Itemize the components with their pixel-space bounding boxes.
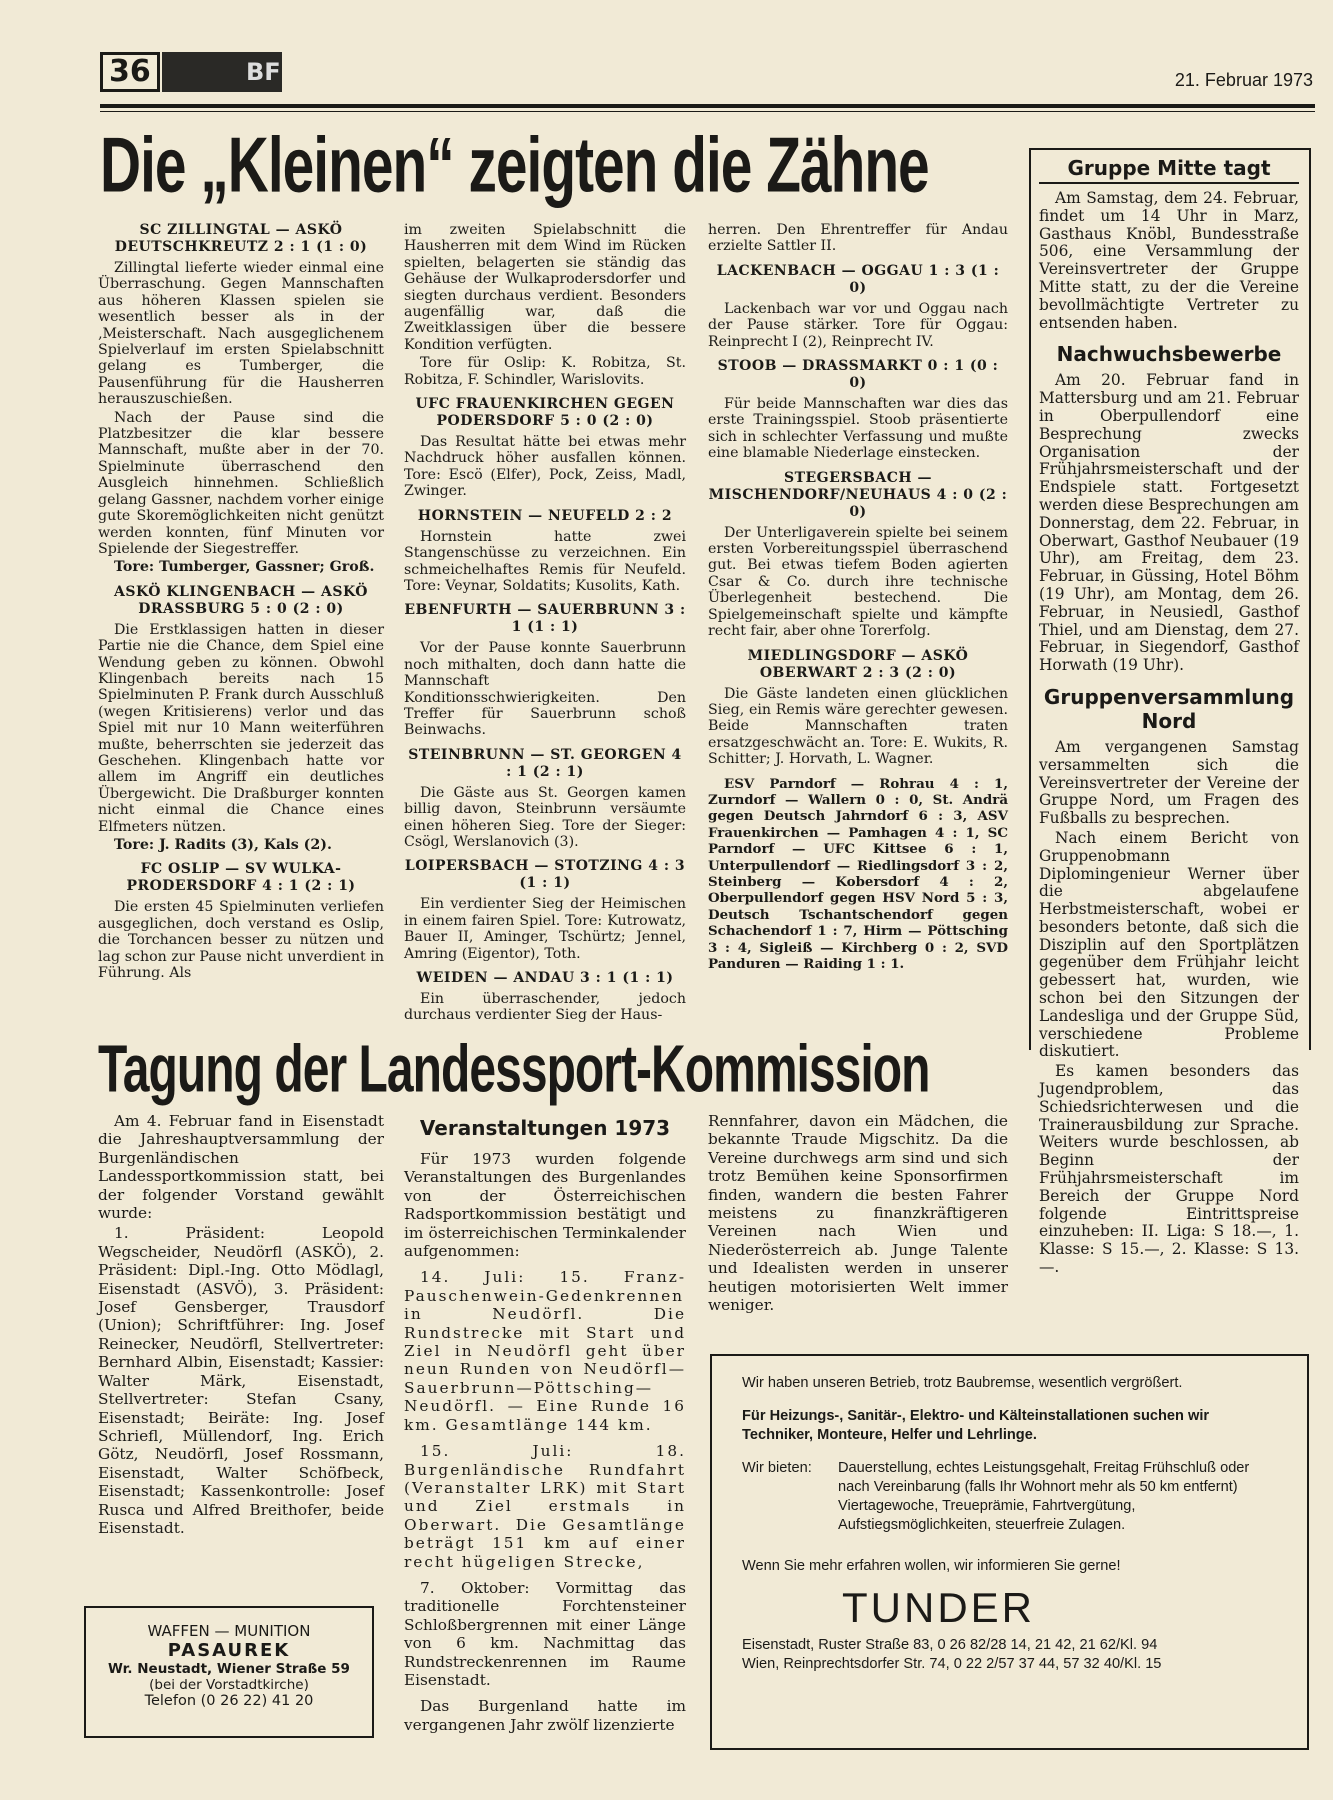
paragraph: Nach der Pause sind die Platzbesitzer die klar bessere Mannschaft, mußte aber in der 70. Spielminute überraschend den Ausgleich hinnehmen. Schließlich gelang Gassner, nachdem vorher einige gute Skoremöglichkeiten nicht genützt werden konnten, fünf Minuten vor Spielende der Siegestreffer.	[98, 409, 384, 557]
goals-line: Tore: J. Radits (3), Kals (2).	[114, 837, 332, 853]
paragraph: Für 1973 wurden folgende Veranstaltungen des Burgenlandes von der Österreichischen Radsportkommission bestätigt und im österreichischen Terminkalender aufgenommen:	[404, 1150, 686, 1261]
paragraph: Ein verdienter Sieg der Heimischen in einem fairen Spiel. Tore: Kutrowatz, Bauer II, Aminger, Tschürtz; Jennel, Amring (Eigentor), Toth.	[404, 896, 686, 962]
sidebar-box	[1029, 148, 1311, 1277]
paragraph: Die ersten 45 Spielminuten verliefen ausgeglichen, doch verstand es Oslip, die Torchancen besser zu nützen und lag schon zur Pause nicht unverdient in Führung. Als	[98, 899, 384, 982]
ad-tunder	[710, 1354, 1309, 1750]
paragraph: Am vergangenen Samstag versammelten sich die Vereinsvertreter der Vereine der Gruppe Nord, um Fragen des Fußballs zu besprechen.	[1039, 737, 1299, 828]
sidebar-heading: Gruppe Mitte tagt	[1067, 156, 1271, 180]
article-column-1	[98, 222, 384, 983]
match-heading: FC OSLIP — SV WULKA-PRODERSDORF 4 : 1 (2 : 1)	[126, 861, 356, 895]
results-list: ESV Parndorf — Rohrau 4 : 1, Zurndorf — Wallern 0 : 0, St. Andrä gegen Deutsch Jahrndorf 6 : 3, ASV Frauenkirchen — Pamhagen 4 : 1, SC Parndorf — UFC Kittsee 6 : 1, Unterpullendorf — Riedlingsdorf 3 : 2, Steinberg — Kobersdorf 4 : 2, Oberpullendorf gegen HSV Nord 5 : 3, Deutsch Tschantschendorf gegen Schachendorf 1 : 7, Hirm — Pöttsching 3 : 4, Sigleiß — Kirchberg 0 : 2, SVD Panduren — Raiding 1 : 1.	[708, 775, 1008, 972]
paragraph: Tore für Oslip: K. Robitza, St. Robitza, F. Schindler, Warislovits.	[404, 355, 686, 388]
paragraph: Die Erstklassigen hatten in dieser Partie nie die Chance, dem Spiel eine Wendung geben zu können. Obwohl Klingenbach bereits nach 15 Spielminuten P. Frank durch Ausschluß (wegen Kritisierens) verlor und das Spiel mit nur 10 Mann weiterführen mußte, beherrschten sie jederzeit das Geschehen. Klingenbach hatte vor allem im Angriff ein deutliches Übergewicht. Die Draßburger konnten nicht einmal die Chance eines Elfmeters nützen.	[98, 621, 384, 835]
paragraph: Am 4. Februar fand in Eisenstadt die Jahreshauptversammlung der Burgenländischen Landessportkommission statt, bei der folgender Vorstand gewählt wurde:	[98, 1112, 384, 1223]
headline-tagung: Tagung der Landessport-Kommission	[98, 1031, 930, 1107]
paragraph: 7. Oktober: Vormittag das traditionelle Forchtensteiner Schloßbergrennen mit einer Länge von 6 km. Nachmittag das Rundstreckenrennen im Raume Eisenstadt.	[404, 1578, 686, 1689]
match-heading: MIEDLINGSDORF — ASKÖ OBERWART 2 : 3 (2 : 0)	[747, 647, 969, 681]
goals-line: Tore: Tumberger, Gassner; Groß.	[114, 559, 375, 576]
match-heading: HORNSTEIN — NEUFELD 2 : 2	[417, 507, 673, 524]
page-number: 36	[100, 52, 160, 92]
article-veranstaltungen	[404, 1112, 686, 1736]
paragraph: Am 20. Februar fand in Mattersburg und am 21. Februar in Oberpullendorf eine Besprechung zwecks Organisation der Frühjahrsmeisterschaft und der Endspiele statt. Fortgesetzt werden diese Besprechungen am Donnerstag, dem 22. Februar, in Oberwart, Gasthof Neubauer (19 Uhr), am Freitag, dem 23. Februar, in Güssing, Hotel Böhm (19 Uhr), am Montag, dem 26. Februar, in Neusiedl, Gasthof Thiel, und am Dienstag, dem 27. Februar, in Siegendorf, Gasthof Horwath (19 Uhr).	[1039, 371, 1299, 675]
paragraph: im zweiten Spielabschnitt die Hausherren mit dem Wind im Rücken spielten, belagerten sie ständig das Gehäuse der Wulkaprodersdorfer und siegten durchaus verdient. Besonders augenfällig war, daß die Zweitklassigen über die bessere Kondition verfügten.	[404, 222, 686, 353]
match-heading: STEGERSBACH — MISCHENDORF/NEUHAUS 4 : 0 (2 : 0)	[708, 469, 1008, 520]
match-heading: SC ZILLINGTAL — ASKÖ DEUTSCHKREUTZ 2 : 1 (1 : 0)	[114, 222, 368, 255]
paragraph: Lackenbach war vor und Oggau nach der Pause stärker. Tore für Oggau: Reinprecht I (2), Reinprecht IV.	[708, 300, 1008, 350]
match-heading: WEIDEN — ANDAU 3 : 1 (1 : 1)	[416, 970, 674, 986]
ad-line: Wir bieten:	[742, 1460, 812, 1476]
sidebar-heading: Gruppenversammlung Nord	[1043, 684, 1295, 733]
paragraph: Die Gäste landeten einen glücklichen Sieg, ein Remis wäre gerechter gewesen. Beide Mannschaften traten ersatzgeschwächt an. Tore: E. Wukits, R. Schitter; J. Horvath, L. Wagner.	[708, 685, 1008, 768]
paragraph: Nach einem Bericht von Gruppenobmann Diplomingenieur Werner über die abgelaufene Herbstmeisterschaft, wobei er besonders betonte, daß sich die Disziplin auf den Sportplätzen gegenüber dem Frühjahr leicht gebessert hat, wurden, wie schon bei den Sitzungen der Landesliga und der Gruppe Süd, verschiedene Probleme diskutiert.	[1039, 828, 1299, 1061]
ad-line: Für Heizungs-, Sanitär-, Elektro- und Kälteinstallationen suchen wir Techniker, Monteure, Helfer und Lehrlinge.	[742, 1408, 1210, 1443]
ad-brand: PASAUREK	[167, 1640, 291, 1661]
ad-line: Wr. Neustadt, Wiener Straße 59	[108, 1661, 350, 1677]
issue-date: 21. Februar 1973	[1174, 70, 1313, 90]
paragraph: herren. Den Ehrentreffer für Andau erzielte Sattler II.	[708, 222, 1008, 255]
ad-line: (bei der Vorstadtkirche)	[149, 1677, 309, 1693]
match-heading: EBENFURTH — SAUERBRUNN 3 : 1 (1 : 1)	[404, 602, 686, 636]
paragraph: Der Unterligaverein spielte bei seinem ersten Vorbereitungsspiel überraschend gut. Bei etwas tiefem Boden agierten Csar & Co. durch ihre technische Überlegenheit bestechend. Die Spielgemeinschaft spielte und kämpfte recht fair, aber ohne Torerfolg.	[708, 524, 1008, 640]
ad-line: Dauerstellung, echtes Leistungsgehalt, Freitag Frühschluß oder nach Vereinbarung (falls Ihr Wohnort mehr als 50 km entfernt) Viertagewoche, Treueprämie, Fahrtvergütung, Aufstiegsmöglichkeiten, steuerfreie Zulagen.	[838, 1460, 1250, 1533]
paragraph: Ein überraschender, jedoch durchaus verdienter Sieg der Haus-	[404, 991, 686, 1024]
paragraph: Rennfahrer, davon ein Mädchen, die bekannte Traude Migschitz. Da die Vereine durchwegs arm sind und sich trotz Bemühen keine Sponsorfirmen finden, wandern die besten Fahrer meistens zu finanzkräftigeren Vereinen nach Wien und Niederösterreich ab. Junge Talente und Idealisten werden in unserer heutigen motorisierten Welt immer weniger.	[708, 1112, 1008, 1315]
article-tagung	[98, 1112, 384, 1539]
match-heading: STEINBRUNN — ST. GEORGEN 4 : 1 (2 : 1)	[408, 746, 682, 780]
masthead-rule-thin	[100, 111, 1315, 112]
paragraph: 1. Präsident: Leopold Wegscheider, Neudörfl (ASKÖ), 2. Präsident: Dipl.-Ing. Otto Mödlagl, Eisenstadt (ASVÖ), 3. Präsident: Josef Gensberger, Trausdorf (Union); Schriftführer: Ing. Josef Reinecker, Neudörfl, Stellvertreter: Bernhard Albin, Eisenstadt; Kassier: Walter Märk, Eisenstadt, Stellvertreter: Stefan Csany, Eisenstadt; Beiräte: Ing. Josef Schriefl, Müllendorf, Ing. Erich Götz, Neudörfl, Josef Rossmann, Eisenstadt, Walter Schöfbeck, Eisenstadt; Kassenkontrolle: Josef Rusca und Alfred Breithofer, beide Eisenstadt.	[98, 1224, 384, 1537]
paragraph: Die Gäste aus St. Georgen kamen billig davon, Steinbrunn versäumte einen höheren Sieg. Tore der Sieger: Csögl, Werslanovich (3).	[404, 784, 686, 850]
match-heading: LACKENBACH — OGGAU 1 : 3 (1 : 0)	[716, 262, 1000, 296]
paragraph: Das Burgenland hatte im vergangenen Jahr zwölf lizenzierte	[404, 1697, 686, 1734]
ad-brand: TUNDER	[842, 1584, 1035, 1631]
masthead-rule	[100, 104, 1315, 108]
masthead-brand: BF	[162, 52, 282, 92]
paragraph: Am Samstag, dem 24. Februar, findet um 14 Uhr in Marz, Gasthaus Knöbl, Bundesstraße 506, eine Versammlung der Vereinsvertreter der Gruppe Mitte statt, zu der die Vereine bevollmächtigte Vertreter zu entsenden haben.	[1039, 189, 1299, 332]
paragraph: 14. Juli: 15. Franz-Pauschenwein-Gedenkrennen in Neudörfl. Die Rundstrecke mit Start und Ziel in Neudörfl geht über neun Runden von Neudörfl—Sauerbrunn—Pöttsching—Neudörfl. — Eine Runde 16 km. Gesamtlänge 144 km.	[404, 1268, 686, 1434]
section-heading: Veranstaltungen 1973	[419, 1116, 671, 1140]
paragraph: Das Resultat hätte bei etwas mehr Nachdruck höher ausfallen können. Tore: Escö (Elfer), Pock, Zeiss, Madl, Zwinger.	[404, 434, 686, 500]
ad-line: Telefon (0 26 22) 41 20	[144, 1693, 314, 1709]
article-column-3	[708, 222, 1008, 974]
sidebar-heading: Nachwuchsbewerbe	[1056, 342, 1282, 367]
paragraph: Zillingtal lieferte wieder einmal eine Überraschung. Gegen Mannschaften aus höheren Klassen spielen sie wesentlich besser als in der ‚Meisterschaft. Nach ausgeglichenem Spielverlauf im ersten Spielabschnitt gelang es Tumberger, die Pausenführung für die Hausherren herauszuschießen.	[98, 260, 384, 408]
match-heading: UFC FRAUENKIRCHEN GEGEN PODERSDORF 5 : 0 (2 : 0)	[415, 396, 675, 430]
ad-line: Wenn Sie mehr erfahren wollen, wir informieren Sie gerne!	[742, 1558, 1121, 1574]
match-heading: STOOB — DRASSMARKT 0 : 1 (0 : 0)	[717, 358, 999, 392]
match-heading: LOIPERSBACH — STOTZING 4 : 3 (1 : 1)	[404, 858, 686, 892]
headline-kleinen: Die „Kleinen“ zeigten die Zähne	[100, 121, 929, 210]
ad-address: Wien, Reinprechtsdorfer Str. 74, 0 22 2/57 37 44, 57 32 40/Kl. 15	[742, 1656, 1162, 1672]
sidebar-divider	[1039, 182, 1299, 184]
paragraph: Vor der Pause konnte Sauerbrunn noch mithalten, doch dann hatte die Mannschaft Konditionsschwierigkeiten. Den Treffer für Sauerbrunn schoß Beinwachs.	[404, 640, 686, 739]
article-column-2	[404, 222, 686, 1026]
paragraph: Für beide Mannschaften war dies das erste Trainingsspiel. Stoob präsentierte sich in schlechter Verfassung und mußte eine blamable Niederlage einstecken.	[708, 396, 1008, 462]
ad-address: Eisenstadt, Ruster Straße 83, 0 26 82/28 14, 21 42, 21 62/Kl. 94	[742, 1637, 1158, 1653]
ad-line: Wir haben unseren Betrieb, trotz Baubremse, wesentlich vergrößert.	[742, 1375, 1183, 1391]
paragraph: 15. Juli: 18. Burgenländische Rundfahrt (Veranstalter LRK) mit Start und Ziel erstmals in Oberwart. Die Gesamtlänge beträgt 151 km auf einer recht hügeligen Strecke,	[404, 1442, 686, 1571]
match-heading: ASKÖ KLINGENBACH — ASKÖ DRASSBURG 5 : 0 (2 : 0)	[114, 583, 368, 617]
paragraph: Es kamen besonders das Jugendproblem, das Schiedsrichterwesen und die Trainerausbildung zur Sprache. Weiters wurde beschlossen, ab Beginn der Frühjahrsmeisterschaft im Bereich der Gruppe Nord folgende Eintrittspreise einzuheben: II. Liga: S 18.—, 1. Klasse: S 15.—, 2. Klasse: S 13.—.	[1039, 1062, 1299, 1277]
article-veranstaltungen-cont	[708, 1112, 1008, 1316]
ad-pasaurek	[84, 1606, 374, 1738]
ad-line: WAFFEN — MUNITION	[147, 1622, 311, 1640]
paragraph: Hornstein hatte zwei Stangenschüsse zu verzeichnen. Ein schmeichelhaftes Remis für Neufeld. Tore: Veynar, Soldatits; Kusolits, Kath.	[404, 528, 686, 594]
